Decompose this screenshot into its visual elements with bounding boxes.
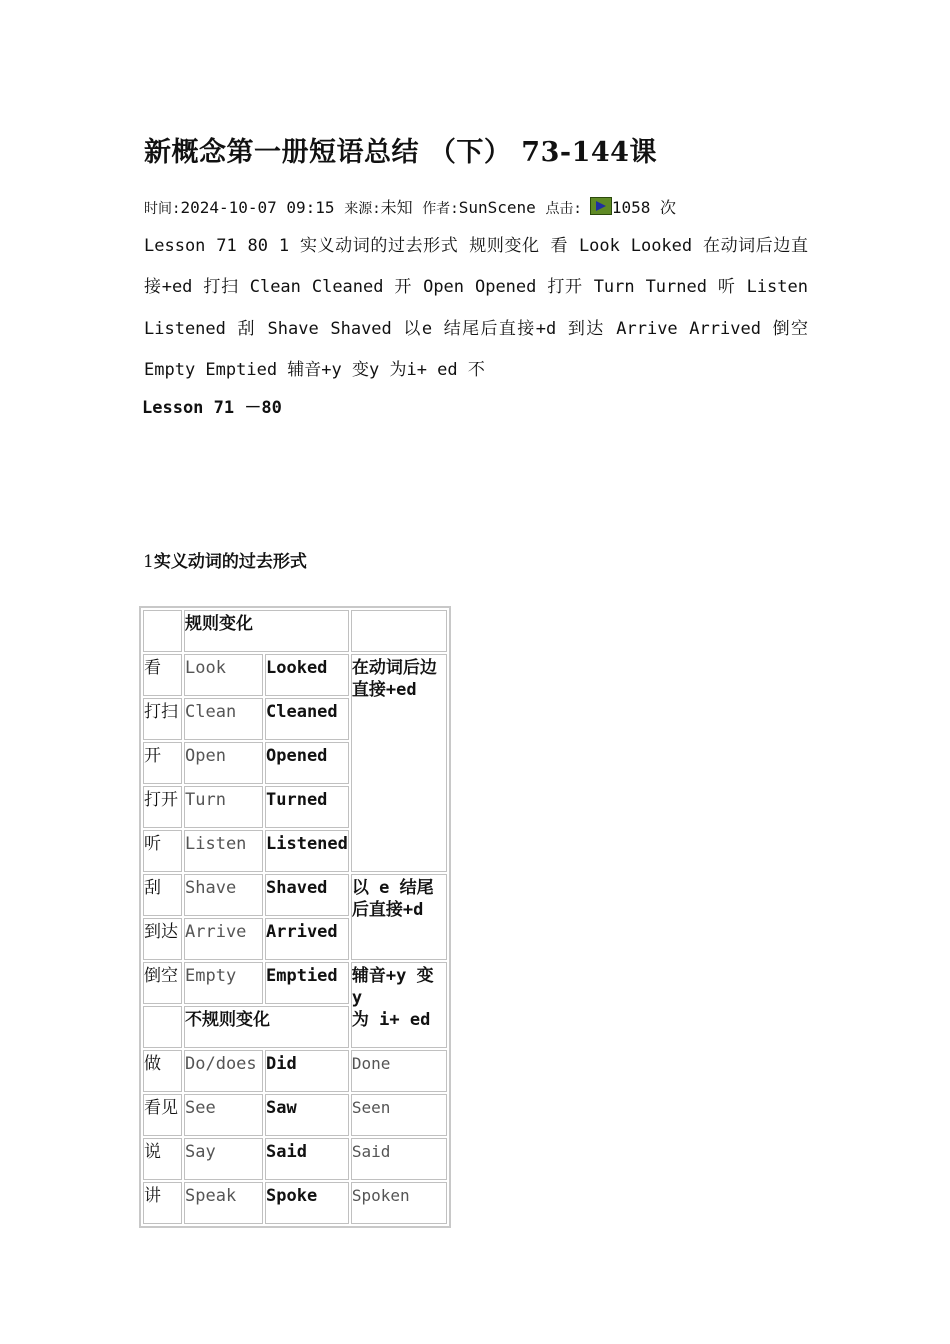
chinese-meaning: 做 (143, 1050, 182, 1092)
rule-note-line: 后直接+d (351, 900, 424, 920)
past-form: Shaved (265, 874, 349, 916)
rule-note-line: 在动词后边 (351, 658, 437, 678)
chinese-meaning: 打扫 (143, 698, 182, 740)
table-cell (143, 1006, 182, 1048)
regular-change-header: 规则变化 (184, 610, 349, 652)
hits-value: 1058 (611, 198, 651, 217)
base-form: Turn (184, 786, 263, 828)
chinese-meaning: 开 (143, 742, 182, 784)
rule-note-ed (351, 654, 447, 872)
past-form: Did (265, 1050, 349, 1092)
section-title: 实义动词的过去形式 (153, 552, 307, 572)
article-meta (144, 195, 676, 218)
article-title: 新概念第一册短语总结 （下） 73-144课 (144, 137, 657, 168)
past-form: Cleaned (265, 698, 349, 740)
table-row (143, 654, 447, 696)
table-cell (351, 610, 447, 652)
base-form: Shave (184, 874, 263, 916)
rule-note-e (351, 874, 447, 960)
chinese-meaning: 打开 (143, 786, 182, 828)
chinese-meaning: 看 (143, 654, 182, 696)
past-form: Said (265, 1138, 349, 1180)
time-label: 时间: (144, 201, 181, 217)
base-form: Arrive (184, 918, 263, 960)
author-value: SunScene (458, 198, 536, 217)
table-cell (143, 610, 182, 652)
rule-note-line: 直接+ed (351, 680, 417, 700)
base-form: Listen (184, 830, 263, 872)
base-form: Say (184, 1138, 263, 1180)
past-form: Looked (265, 654, 349, 696)
past-participle: Done (351, 1050, 447, 1092)
base-form: Empty (184, 962, 263, 1004)
irregular-change-header: 不规则变化 (184, 1006, 349, 1048)
base-form: Open (184, 742, 263, 784)
table-row (143, 1094, 447, 1136)
rule-note-line: 以 e 结尾 (351, 878, 434, 898)
table-row (143, 962, 447, 1004)
hits-label: 点击: (545, 201, 582, 217)
chinese-meaning: 说 (143, 1138, 182, 1180)
table-row (143, 610, 447, 652)
past-form: Saw (265, 1094, 349, 1136)
rule-note-line: 辅音+y 变 y (351, 966, 434, 1008)
section-heading (143, 547, 307, 572)
hits-unit: 次 (660, 198, 677, 217)
past-participle: Said (351, 1138, 447, 1180)
base-form: Speak (184, 1182, 263, 1224)
base-form: See (184, 1094, 263, 1136)
author-label: 作者: (422, 201, 459, 217)
past-form: Spoke (265, 1182, 349, 1224)
past-form: Arrived (265, 918, 349, 960)
chinese-meaning: 讲 (143, 1182, 182, 1224)
rule-note-y (351, 962, 447, 1048)
verb-past-tense-table (139, 606, 451, 1228)
past-form: Emptied (265, 962, 349, 1004)
time-value: 2024-10-07 09:15 (180, 198, 335, 217)
base-form: Look (184, 654, 263, 696)
table-row (143, 1182, 447, 1224)
past-participle: Spoken (351, 1182, 447, 1224)
chinese-meaning: 倒空 (143, 962, 182, 1004)
chinese-meaning: 到达 (143, 918, 182, 960)
chinese-meaning: 刮 (143, 874, 182, 916)
lesson-range-heading: Lesson 71 －80 (142, 398, 282, 418)
table-row (143, 1050, 447, 1092)
past-participle: Seen (351, 1094, 447, 1136)
chinese-meaning: 看见 (143, 1094, 182, 1136)
chinese-meaning: 听 (143, 830, 182, 872)
base-form: Do/does (184, 1050, 263, 1092)
past-form: Listened (265, 830, 349, 872)
source-value: 未知 (380, 198, 413, 217)
base-form: Clean (184, 698, 263, 740)
past-form: Opened (265, 742, 349, 784)
hits-icon (590, 197, 612, 215)
rule-note-line: 为 i+ ed (351, 1010, 431, 1030)
table-row (143, 874, 447, 916)
past-form: Turned (265, 786, 349, 828)
section-number: 1 (143, 552, 154, 572)
table-row (143, 1138, 447, 1180)
article-summary: Lesson 71 80 1 实义动词的过去形式 规则变化 看 Look Looked 在动词后边直接+ed 打扫 Clean Cleaned 开 Open Opened 打开 Turn Turned 听 Listen Listened 刮 Shave Shaved 以e 结尾后直接+d 到达 Arrive Arrived 倒空 Empty Emptied 辅音+y 变y 为i+ ed 不 (144, 236, 808, 380)
source-label: 来源: (344, 201, 381, 217)
